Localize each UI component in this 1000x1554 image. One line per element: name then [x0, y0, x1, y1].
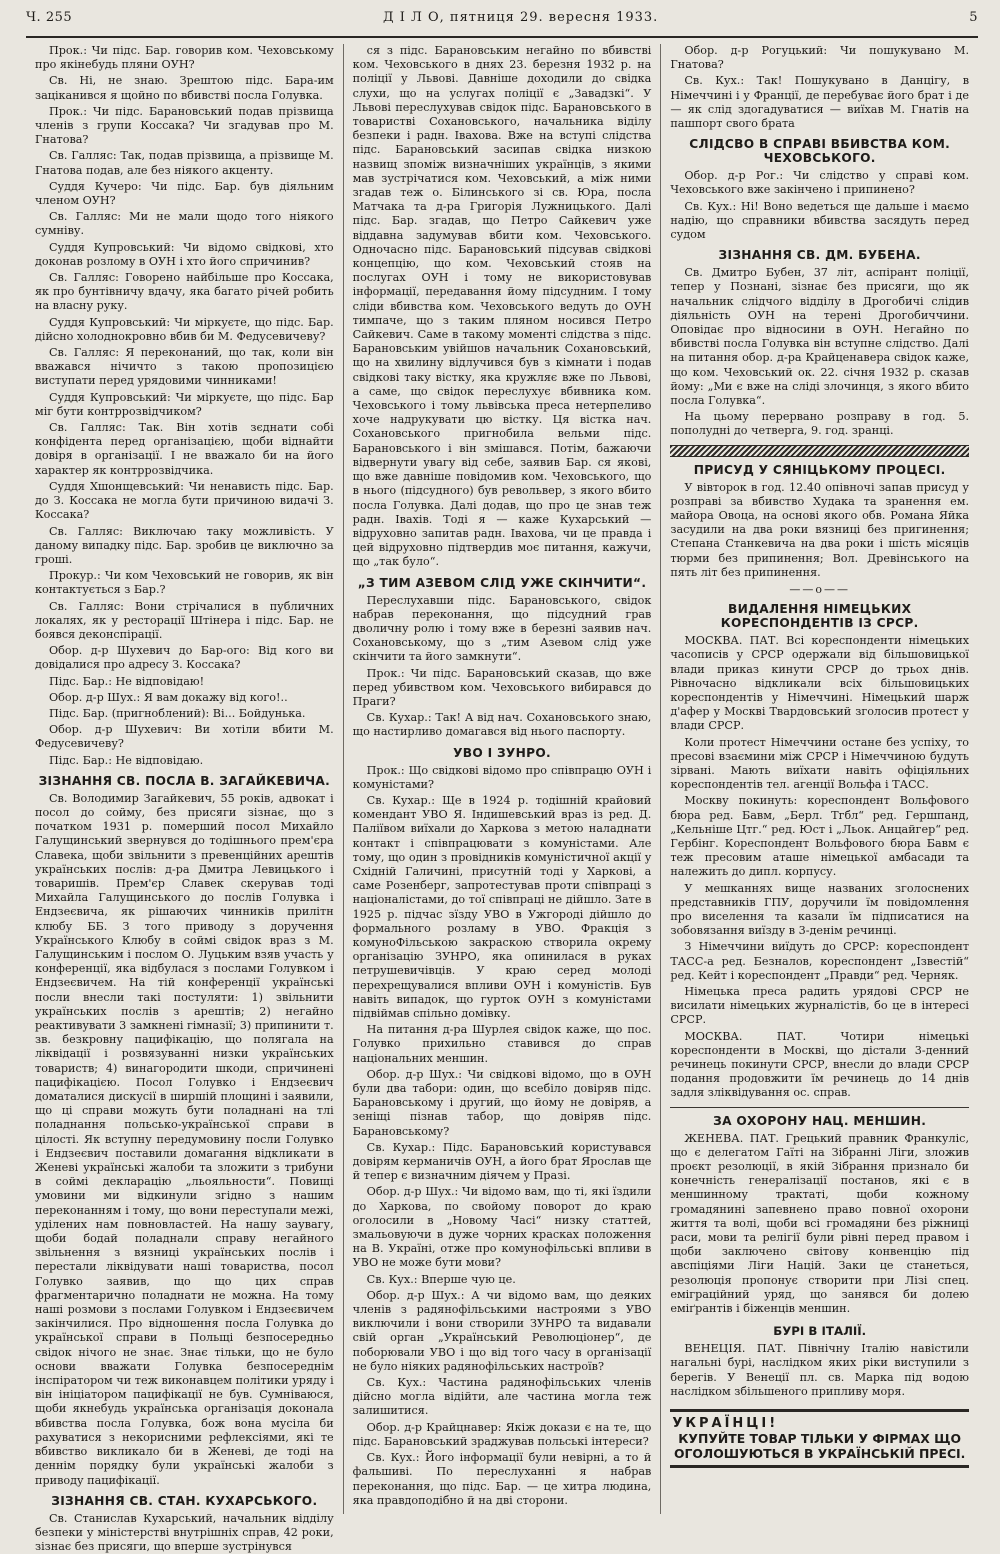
article-paragraph: На питання д-ра Шурлея свідок каже, що пос. Голувко прихильно ставився до справ національних меншин. — [352, 1023, 652, 1065]
article-paragraph: У вівторок в год. 12.40 опівночі запав присуд у розправі за вбивство Худака та зранення ем. майора Овоца, на основі якого обв. Романа Яйка засудили на два роки вязниці без пригинення; Степана Станкевича на два роки і шість місяців тюрми без припинення; Вол. Древінського на пять літ без припинення. — [670, 480, 970, 579]
article-paragraph: Переслухавши підс. Барановського, свідок набрав переконання, що підсудний грав дволичну ролю і тому вже в березні заявив нач. Сохановському, що з „тим Азевом слід уже скінчити та його замкнути“. — [352, 593, 652, 664]
article-paragraph: Коли протест Німеччини остане без успіху, то пресові взаємини між СРСР і Німеччиною будуть зірвані. Мають виїхати навіть офіціяльних кореспондентів тел. агенції Вольфа і ТАСС. — [670, 735, 970, 792]
article-paragraph: Суддя Хшонщевський: Чи ненависть підс. Бар. до З. Коссака не могла бути причиною видачі З. Коссака? — [35, 479, 334, 522]
headline-german-correspondents: ВИДАЛЕННЯ НІМЕЦЬКИХ КОРЕСПОНДЕНТІВ ІЗ СРСР. — [720, 602, 919, 631]
article-paragraph: Св. Кух.: Ні! Воно ведеться ще дальше і маємо надію, що справники вбивства засядуть перед судом — [670, 199, 970, 242]
article-paragraph: Суддя Купровський: Чи відомо свідкові, хто доконав розлому в ОУН і хто його спричинив? — [35, 240, 334, 268]
article-paragraph: Св. Володимир Загайкевич, 55 років, адвокат і посол до сойму, без присяги зізнає, що з початком 1931 р. померший посол Михайло Галущинський звернувся до тодішнього прем'єра Славека, щоби звільнити з превенційних арештів українських послів: д-ра Дмитра Левицького і товаришів. Прем'єр Славек скерував тоді Михайла Галущинського до послів Голувка і Ендзеєвича, як рішаючих чинників прилітн клюбу ББ. З того приводу з доручення Українського Клюбу в соймі свідок враз з М. Галущинським і послом О. Луцьким взяв участь у конференції, яка відбулася з послами Голувком і Ендзеєвичем. На тій конференції українські посли внесли такі постуляти: 1) звільнити українських послів з арештів; 2) негайно реактивувати 3 замкнені гімназії; 3) припинити т. зв. безкровну пацифікацію, що полягала на ліквідації і розвязуванні низки українських товариств; 4) винагородити шкоди, спричинені пацифікацією. Посол Голувко і Ендзеєвич доматалися дискусії в ширшій площині і заявили, що ці справи можуть бути поладнані на тлі поладнання польсько-української справи в цілості. Як вступну передумовину посли Голувко і Ендзеєвич поставили домагання відкликати в Женеві українські жалоби та зложити з трибуни в соймі декларацію „льояльности“. Повищі умовини ми відкинули згідно з нашим переконанням і тому, що вони переступали межі, уділених нам повновластей. На нашу заувагу, щоби бодай поладнали справу негайного звільнення з вязниці українських послів і перестали ліквідувати наші товариства, посол Голувко заявив, що що цих справ фрагментарично поладнати не можна. На тому наші розмови з послами Голувком і Ендзеєвичем закінчилися. Про відношення посла Голувка до української справи в Польщі безпосередньо свідок нічого не знає. Знає тільки, що не було основи вважати Голувка безпосереднім інспіратором чи теж виконавцем політики уряду і він ініціатором пацифікації не був. Сумніваюся, щоби якнебудь українська організація доконала вбивства посла Голувка, бож вона мусіла би рахуватися з некорисними рефлексіями, які те вбивство викликало би в Женеві, де тоді на деннім порядку були українські жалоби з приводу пацифікації. — [35, 791, 334, 1487]
article-paragraph: МОСКВА. ПАТ. Всі кореспонденти німецьких часописів у СРСР одержали від більшовицької влади приказ кинути СРСР до трьох днів. Рівночасно відкликали всіх більшовицьких кореспондентів у Німеччині. Німецький шарж д'афер у Москві Твардовський зголосив протест у влади СРСР. — [670, 634, 970, 733]
article-paragraph: Обор. д-р Шухевич: Ви хотіли вбити М. Федусевичеву? — [35, 723, 334, 751]
article-paragraph: МОСКВА. ПАТ. Чотири німецькі кореспонденти в Москві, що дістали 3-денний речинець покинути СРСР, внесли до влади СРСР подання продовжити їм речинець до 14 днів задля зліквідування ос. справ. — [670, 1029, 970, 1100]
headline-buben: ЗІЗНАННЯ СВ. ДМ. БУБЕНА. — [718, 248, 921, 263]
headline-minorities: ЗА ОХОРОНУ НАЦ. МЕНШИН. — [713, 1113, 927, 1128]
paper-title-date: Д І Л О, пятниця 29. вересня 1933. — [383, 10, 659, 25]
article-paragraph: Суддя Купровський: Чи міркуєте, що підс. Бар. дійсно холоднокровно вбив би М. Федусевичеву? — [35, 315, 334, 343]
article-paragraph: Обор. д-р Шух.: Чи свідкові відомо, що в ОУН були два табори: один, що всебіло довіряв підс. Барановському і другий, що йому не довіряв, а зеніщі пізнав табор, що довіряв підс. Барановському? — [352, 1067, 652, 1138]
article-paragraph: Обор. д-р Шух.: Чи відомо вам, що ті, які їздили до Харкова, по свойому поворот до краю оголосили в „Новому Часі“ низку статтей, змальовуючи в дуже чорних красках положення на В. Україні, отже про комунофільські впливи в УВО не може бути мови? — [352, 1185, 652, 1270]
article-paragraph: Обор. д-р Крайцнавер: Якіж докази є на те, що підс. Барановський зраджував польські інтереси? — [352, 1420, 652, 1448]
article-paragraph: Св. Станислав Кухарський, начальник відділу безпеки у міністерстві внутрішніх справ, 42 роки, зізнає без присяги, що вперше зустрінувся — [35, 1511, 334, 1554]
article-paragraph: Німецька преса радить урядові СРСР не висилати німецьких журналістів, бо це в інтересі СРСР. — [670, 984, 970, 1027]
article-paragraph: Підс. Бар.: Не відповідаю. — [49, 753, 204, 767]
col2-section2 — [353, 594, 652, 740]
page-number: 5 — [969, 10, 978, 25]
article-paragraph: Св. Галляс: Ми не мали щодо того ніякого сумніву. — [35, 210, 334, 238]
article-paragraph: Св. Галляс: Вони стрічалися в публичних локалях, як у ресторації Штінера і підс. Бар. не боявся деконспірації. — [35, 599, 334, 641]
col2-section3 — [353, 764, 652, 1508]
headline-kukharskyi: ЗІЗНАННЯ СВ. СТАН. КУХАРСЬКОГО. — [51, 1493, 318, 1508]
article-paragraph: Обор. д-р Рогуцький: Чи пошукувано М. Гнатова? — [670, 44, 970, 72]
article-paragraph: Обор. д-р Шухевич до Бар-ого: Від кого ви довідалися про адресу З. Коссака? — [35, 644, 334, 672]
article-paragraph: Св. Кух.: Його інформації були невірні, а то й фальшиві. По переслуханні я набрав переконання, що підс. Бар. — це хитра людина, яка правдоподібно й на дві сторони. — [352, 1451, 652, 1507]
col3-section7 — [670, 1342, 969, 1399]
ornament-divider: ——o—— — [789, 583, 850, 597]
article-paragraph: У мешканнях вище названих зголоснених представників ГПУ, доручили їм повідомлення про виселення та казали їм підписатися на зобовязання виїзду в 3-денім речинці. — [670, 881, 970, 938]
article-paragraph: Св. Галляс: Так. Він хотів зєднати собі конфідента перед організацією, щоби віднайти довіря в організації. І не вважало би на його характер як контррозвідчика. — [35, 421, 334, 477]
article-paragraph: Прокур.: Чи ком Чеховський не говорив, як він контактується з Бар.? — [35, 569, 334, 597]
article-paragraph: Прок.: Чи підс. Барановський подав прізвища членів з групи Коссака? Чи згадував про М. Гнатова? — [35, 104, 334, 147]
article-paragraph: Обор. д-р Шух.: Я вам докажу від кого!.. — [49, 690, 288, 704]
article-paragraph: Св. Галляс: Так, подав прізвища, а прізвище М. Гнатова подав, але без ніякого акценту. — [35, 149, 334, 177]
article-paragraph: Суддя Купровський: Чи міркуєте, що підс. Бар міг бути контррозвідчиком? — [35, 390, 334, 418]
col3-section6 — [670, 1132, 969, 1317]
columns — [26, 44, 978, 1554]
article-paragraph: Обор. д-р Рог.: Чи слідство у справі ком. Чеховського вже закінчено і припинено? — [670, 169, 970, 197]
article-paragraph: Прок.: Чи підс. Бар. говорив ком. Чеховському про якінебудь пляни ОУН? — [35, 44, 334, 72]
article-paragraph: З Німеччини виїдуть до СРСР: кореспондент ТАСС-а ред. Безналов, кореспондент „Ізвестій“ ред. Кейт і кореспондент „Правди“ ред. Черняк. — [670, 940, 970, 982]
ad-heading: УКРАЇНЦІ! — [672, 1416, 779, 1432]
column-3 — [660, 44, 978, 1514]
col1-dialogue — [35, 44, 334, 768]
col3-section4 — [670, 481, 969, 580]
ad-text: КУПУЙТЕ ТОВАР ТІЛЬКИ У ФІРМАХ ЩО ОГОЛОШУЮТЬСЯ В УКРАЇНСЬКІЙ ПРЕСІ. — [673, 1431, 966, 1462]
headline-sianik-verdict: ПРИСУД У СЯНІЦЬКОМУ ПРОЦЕСІ. — [693, 462, 946, 477]
issue-number: Ч. 255 — [26, 10, 73, 25]
article-paragraph: ЖЕНЕВА. ПАТ. Грецький правник Франкуліс, що є делегатом Гаїті на Зібранні Ліги, зложив проєкт резолюції, в якій Зібрання признало би конечність генералізації постанов, які є в меншинному трактаті, щоби кожному громадянині запевнено право повної охорони життя та волі, щоби всі громадяни без ріжниці раси, мови та релігії були рівні перед правом і щоби заключено світову конвенцію під авспіціями Ліги Націй. Заки це станеться, резолюція пропонує створити при Лізі спец. еміграційний уряд, що занявся би долею еміґрантів і біженців меншин. — [670, 1131, 970, 1316]
article-paragraph: Св. Кух.: Вперше чую це. — [366, 1272, 516, 1286]
article-paragraph: Св. Кухар.: Ще в 1924 р. тодішній крайовий комендант УВО Я. Індишевський враз із ред. Д. Паліївом виїхали до Харкова з метою наладнати контакт і співпрацювати з комуністами. Але тому, що один з провідників комуністичної акції у Східній Галичині, присутній тоді у Харкові, а саме Розенберг, запротестував проти співпраці з націоналістами, до тої співпраці не дійшло. Зате в 1925 р. підчас зїзду УВО в Ужгороді дійшло до формального розламу в УВО. Фракція з комуноФільською закраскою створила окрему організацію ЗУНРО, яка опинилася в руках петрушевичівців. У краю серед молоді перехрещувалися впливи ОУН і комуністів. Був навіть випадок, що гурток ОУН з комуністами підвіймав спільно домівку. — [352, 793, 652, 1020]
article-paragraph: ся з підс. Барановським негайно по вбивстві ком. Чеховського в днях 23. березня 1932 р. на поліції у Львові. Давніше доходили до свідка слухи, що на услугах поліції є „Завадзкі“. У Львові переслухував свідок підс. Барановського в товаристві Сохановського, начальника віділу безпеки і радн. Івахова. Вже на вступі слідства підс. Барановський засипав свідка низкою назвищ зпоміж визначніших українців, з якими мав зустрічатися ком. Чеховський, а між ними згадав теж о. Білинського зі св. Юра, посла Матчака та д-ра Григорія Лужницького. Далі підс. Бар. згадав, що Петро Сайкевич уже віддавна задумував вбити ком. Чеховського. Одночасно підс. Барановський підсував свідкові концепцію, що ком. Чеховський стояв на послугах ОУН і тому не використовував інформації, передавання йому підсудним. І тому сліди вбивства ком. Чеховського ведуть до ОУН тимпаче, що з таким пляном носився Петро Сайкевич. Саме в такому моменті слідства з підс. Барановським увійшов начальник Сохановський, що на хвилину відлучився був з кімнати і подав свідкові таку вістку, яка кружляє вже по Львові, а саме, що свідок переслухує вбивника ком. Чеховського і тому львівська преса нетерпеливо хоче надрукувати цю вістку. Ця вістка нач. Сохановського пригнобила вельми підс. Барановського і він змішався. Потім, бажаючи відвернути увагу від себе, заявив Бар. ся якові, що вже давніше повідомив ком. Чеховського, що в нього (підсудного) був револьвер, з якого вбито посла Голувка. Далі додав, що про це знав теж радн. Івахів. Тоді я — каже Кухарський — відруховно запитав радн. Івахова, чи це правда і цей відруховно підтвердив моє питання, кажучи, що „так було“. — [352, 44, 652, 569]
article-paragraph: Підс. Бар.: Не відповідаю! — [49, 674, 205, 688]
article-paragraph: Прок.: Що свідкові відомо про співпрацю ОУН і комуністами? — [352, 763, 652, 791]
article-paragraph: Прок.: Чи підс. Барановський сказав, що вже перед убивством ком. Чеховського вибирався до Праги? — [352, 666, 652, 708]
headline-italy-storms: БУРІ В ІТАЛІЇ. — [773, 1324, 867, 1339]
article-paragraph: Св. Галляс: Говорено найбільше про Коссака, як про бунтівничу вдачу, яка багато річей робить на власну руку. — [35, 271, 334, 313]
column-2 — [343, 44, 661, 1514]
article-paragraph: Св. Кухар.: Підс. Барановський користувався довірям керманичів ОУН, а його брат Ярослав ще й тепер є визначним діячем у Празі. — [352, 1140, 652, 1183]
rule-divider — [670, 1107, 969, 1108]
article-paragraph: Суддя Кучеро: Чи підс. Бар. був діяльним членом ОУН? — [35, 179, 334, 208]
article-paragraph: Св. Галляс: Я переконаний, що так, коли він вважався нічичто з такою пропозицією виступати перед урядовими чинниками! — [35, 346, 334, 388]
headline-zahaikevych: ЗІЗНАННЯ СВ. ПОСЛА В. ЗАГАЙКЕВИЧА. — [38, 773, 331, 788]
col3-section1 — [670, 44, 969, 131]
col1-section2 — [35, 792, 334, 1488]
article-paragraph: Обор. д-р Шух.: А чи відомо вам, що деяких членів з радянофільськими настроями з УВО виключили і вони створили ЗУНРО та видавали свій орган „Український Революціонер“, де поборювали УВО і що від того часу в організації не було ніяких радянофільських настроїв? — [352, 1288, 652, 1373]
section-divider-band — [670, 445, 969, 457]
col3-section2 — [670, 169, 969, 242]
article-paragraph: Москву покинуть: кореспондент Вольфового бюра ред. Бавм, „Берл. Тгбл“ ред. Гершпанд, „Кельніше Цтг.“ ред. Юст і „Льок. Анцайгер“ ред. Гербінг. Кореспондент Вольфового бюра Бавм є теж пресовим аташе німецької амбасади та належить до дипл. корпусу. — [670, 794, 970, 879]
advertisement-box — [670, 1409, 969, 1468]
article-paragraph: Св. Дмитро Бубен, 37 літ, аспірант поліції, тепер у Познані, зізнає без присяги, що як начальник слідчого відділу в Дрогобичі слідив діяльність ОУН на терені Дрогобиччини. Оповідає про відносини в ОУН. Негайно по вбивстві посла Голувка він вступне слідство. Далі на питання обор. д-ра Крайценавера свідок каже, що ком. Чеховський ок. 22. січня 1932 р. сказав йому: „Ми є вже на сліді злочинця, з якого вбито посла Голувка“. — [670, 266, 970, 408]
col3-section5 — [670, 634, 969, 1101]
headline-uvo-zunro: УВО І ЗУНРО. — [453, 745, 551, 760]
article-paragraph: Св. Галляс: Виключаю таку можливість. У даному випадку підс. Бар. зробив це виключно за гроші. — [35, 524, 334, 566]
article-paragraph: ВЕНЕЦІЯ. ПАТ. Північну Італію навістили нагальні бурі, наслідком яких ріки виступили з берегів. У Венеції пл. св. Марка під водою наслідком збільшеного припливу моря. — [670, 1342, 970, 1398]
article-paragraph: Св. Ні, не знаю. Зрештою підс. Бара-им заціканився я щойно по вбивстві посла Голувка. — [35, 74, 334, 102]
article-paragraph: На цьому перервано розправу в год. 5. пополудні до четверга, 9. год. зранці. — [670, 410, 970, 438]
column-1 — [26, 44, 343, 1554]
article-paragraph: Св. Кух.: Частина радянофільських членів дійсно могла відійти, але частина могла теж залишитися. — [352, 1376, 652, 1418]
article-paragraph: Св. Кух.: Так! Пошукувано в Данцігу, в Німеччині і у Франції, де перебуває його брат і де — як слід здогадуватися — виїхав М. Гнатів на пашпорт свого брата — [670, 74, 970, 131]
masthead — [26, 10, 978, 38]
col1-section3 — [35, 1512, 334, 1554]
col3-section3 — [670, 266, 969, 438]
article-paragraph: Підс. Бар. (пригноблений): Ві... Бойдунька. — [49, 706, 306, 720]
headline-chekhovskyi-investigation: СЛІДСВО В СПРАВІ ВБИВСТВА КОМ. ЧЕХОВСЬКОГО. — [689, 137, 951, 166]
article-paragraph: Св. Кухар.: Так! А від нач. Сохановського знаю, що настирливо домагався від нього паспорту. — [352, 711, 652, 739]
col2-section1 — [353, 44, 652, 570]
headline-azev: „З ТИМ АЗЕВОМ СЛІД УЖЕ СКІНЧИТИ“. — [357, 575, 647, 590]
